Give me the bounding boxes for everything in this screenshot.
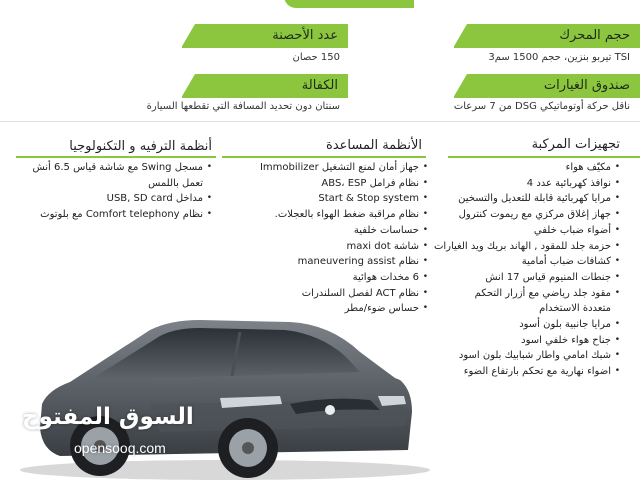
list-item: • حساسات خلفية: [218, 223, 428, 239]
engine-size-header: [454, 24, 640, 48]
list-item: • كشافات ضباب أمامية: [444, 254, 620, 270]
section-divider: [0, 121, 640, 122]
list-item: • نظام Comfort telephony مع بلوتوث: [22, 207, 212, 223]
list-item: • اضواء نهارية مع تحكم بارتفاع الضوء: [444, 364, 620, 380]
list-item: • نظام ACT لفصل السلندرات: [218, 286, 428, 302]
engine-size-value: TSI تيربو بنزين، حجم 1500 سم3: [488, 52, 630, 63]
equipment-underline: [448, 156, 640, 158]
list-item: • مسجل Swing مع شاشة قياس 6.5 أنش تعمل باللمس: [22, 160, 212, 191]
entertainment-underline: [16, 156, 216, 158]
list-item: • نوافذ كهربائية عدد 4: [444, 176, 620, 192]
list-item: • مداخل USB, SD card: [22, 191, 212, 207]
equipment-list: [433, 160, 620, 380]
list-item: • شبك امامي واطار شبابيك بلون اسود: [444, 348, 620, 364]
list-item: • نظام مراقبة ضغط الهواء بالعجلات.: [218, 207, 428, 223]
list-item: • جهاز أمان لمنع التشغيل Immobilizer: [218, 160, 428, 176]
assist-underline: [222, 156, 426, 158]
warranty-label: الكفالة: [301, 78, 338, 93]
list-item: • أضواء ضباب خلفي: [444, 223, 620, 239]
entertainment-title: أنظمة الترفيه و التكنولوجيا: [69, 139, 212, 154]
list-item: • جنطات المنيوم قياس 17 انش: [444, 270, 620, 286]
watermark-arabic: السوق المفتوح: [22, 404, 194, 430]
watermark-latin: opensooq.com: [74, 440, 166, 456]
equipment-title: تجهيزات المركبة: [531, 137, 620, 152]
gearbox-value: ناقل حركة أوتوماتيكي DSG من 7 سرعات: [453, 101, 630, 112]
horsepower-value: 150 حصان: [292, 52, 340, 63]
list-item: • مرايا جانبية بلون أسود: [444, 317, 620, 333]
opensooq-watermark: [22, 404, 194, 456]
list-item: • جناح هواء خلفي اسود: [444, 333, 620, 349]
entertainment-list: [22, 160, 212, 223]
gearbox-header: [454, 74, 640, 98]
warranty-header: [182, 74, 348, 98]
car-logo-icon: [325, 405, 335, 415]
list-item: • Start & Stop system: [218, 191, 428, 207]
list-item: • مقود جلد رياضي مع أزرار التحكم متعددة الاستخدام: [444, 286, 620, 317]
assist-title: الأنظمة المساعدة: [326, 138, 422, 153]
list-item: • نظام maneuvering assist: [218, 254, 428, 270]
engine-size-label: حجم المحرك: [559, 28, 630, 43]
list-item: • شاشة maxi dot: [218, 239, 428, 255]
assist-list: [218, 160, 428, 317]
list-item: • حساس ضوء/مطر: [218, 301, 428, 317]
list-item: • حزمة جلد للمقود , الهاند بريك ويد الغيارات: [444, 239, 620, 255]
gearbox-label: صندوق الغيارات: [543, 78, 630, 93]
list-item: • 6 مخدات هوائية: [218, 270, 428, 286]
list-item: • جهاز إغلاق مركزي مع ريموت كنترول: [444, 207, 620, 223]
car-image: [0, 300, 430, 480]
car-illustration: [0, 300, 430, 480]
top-accent-bar: [284, 0, 414, 8]
horsepower-header: [182, 24, 348, 48]
list-item: • نظام فرامل ABS، ESP: [218, 176, 428, 192]
list-item: • مكيّف هواء: [444, 160, 620, 176]
horsepower-label: عدد الأحصنة: [272, 28, 338, 43]
warranty-value: سنتان دون تحديد المسافة التي تقطعها السيارة: [146, 101, 340, 112]
list-item: • مرايا كهربائية قابلة للتعديل والتسخين: [444, 191, 620, 207]
